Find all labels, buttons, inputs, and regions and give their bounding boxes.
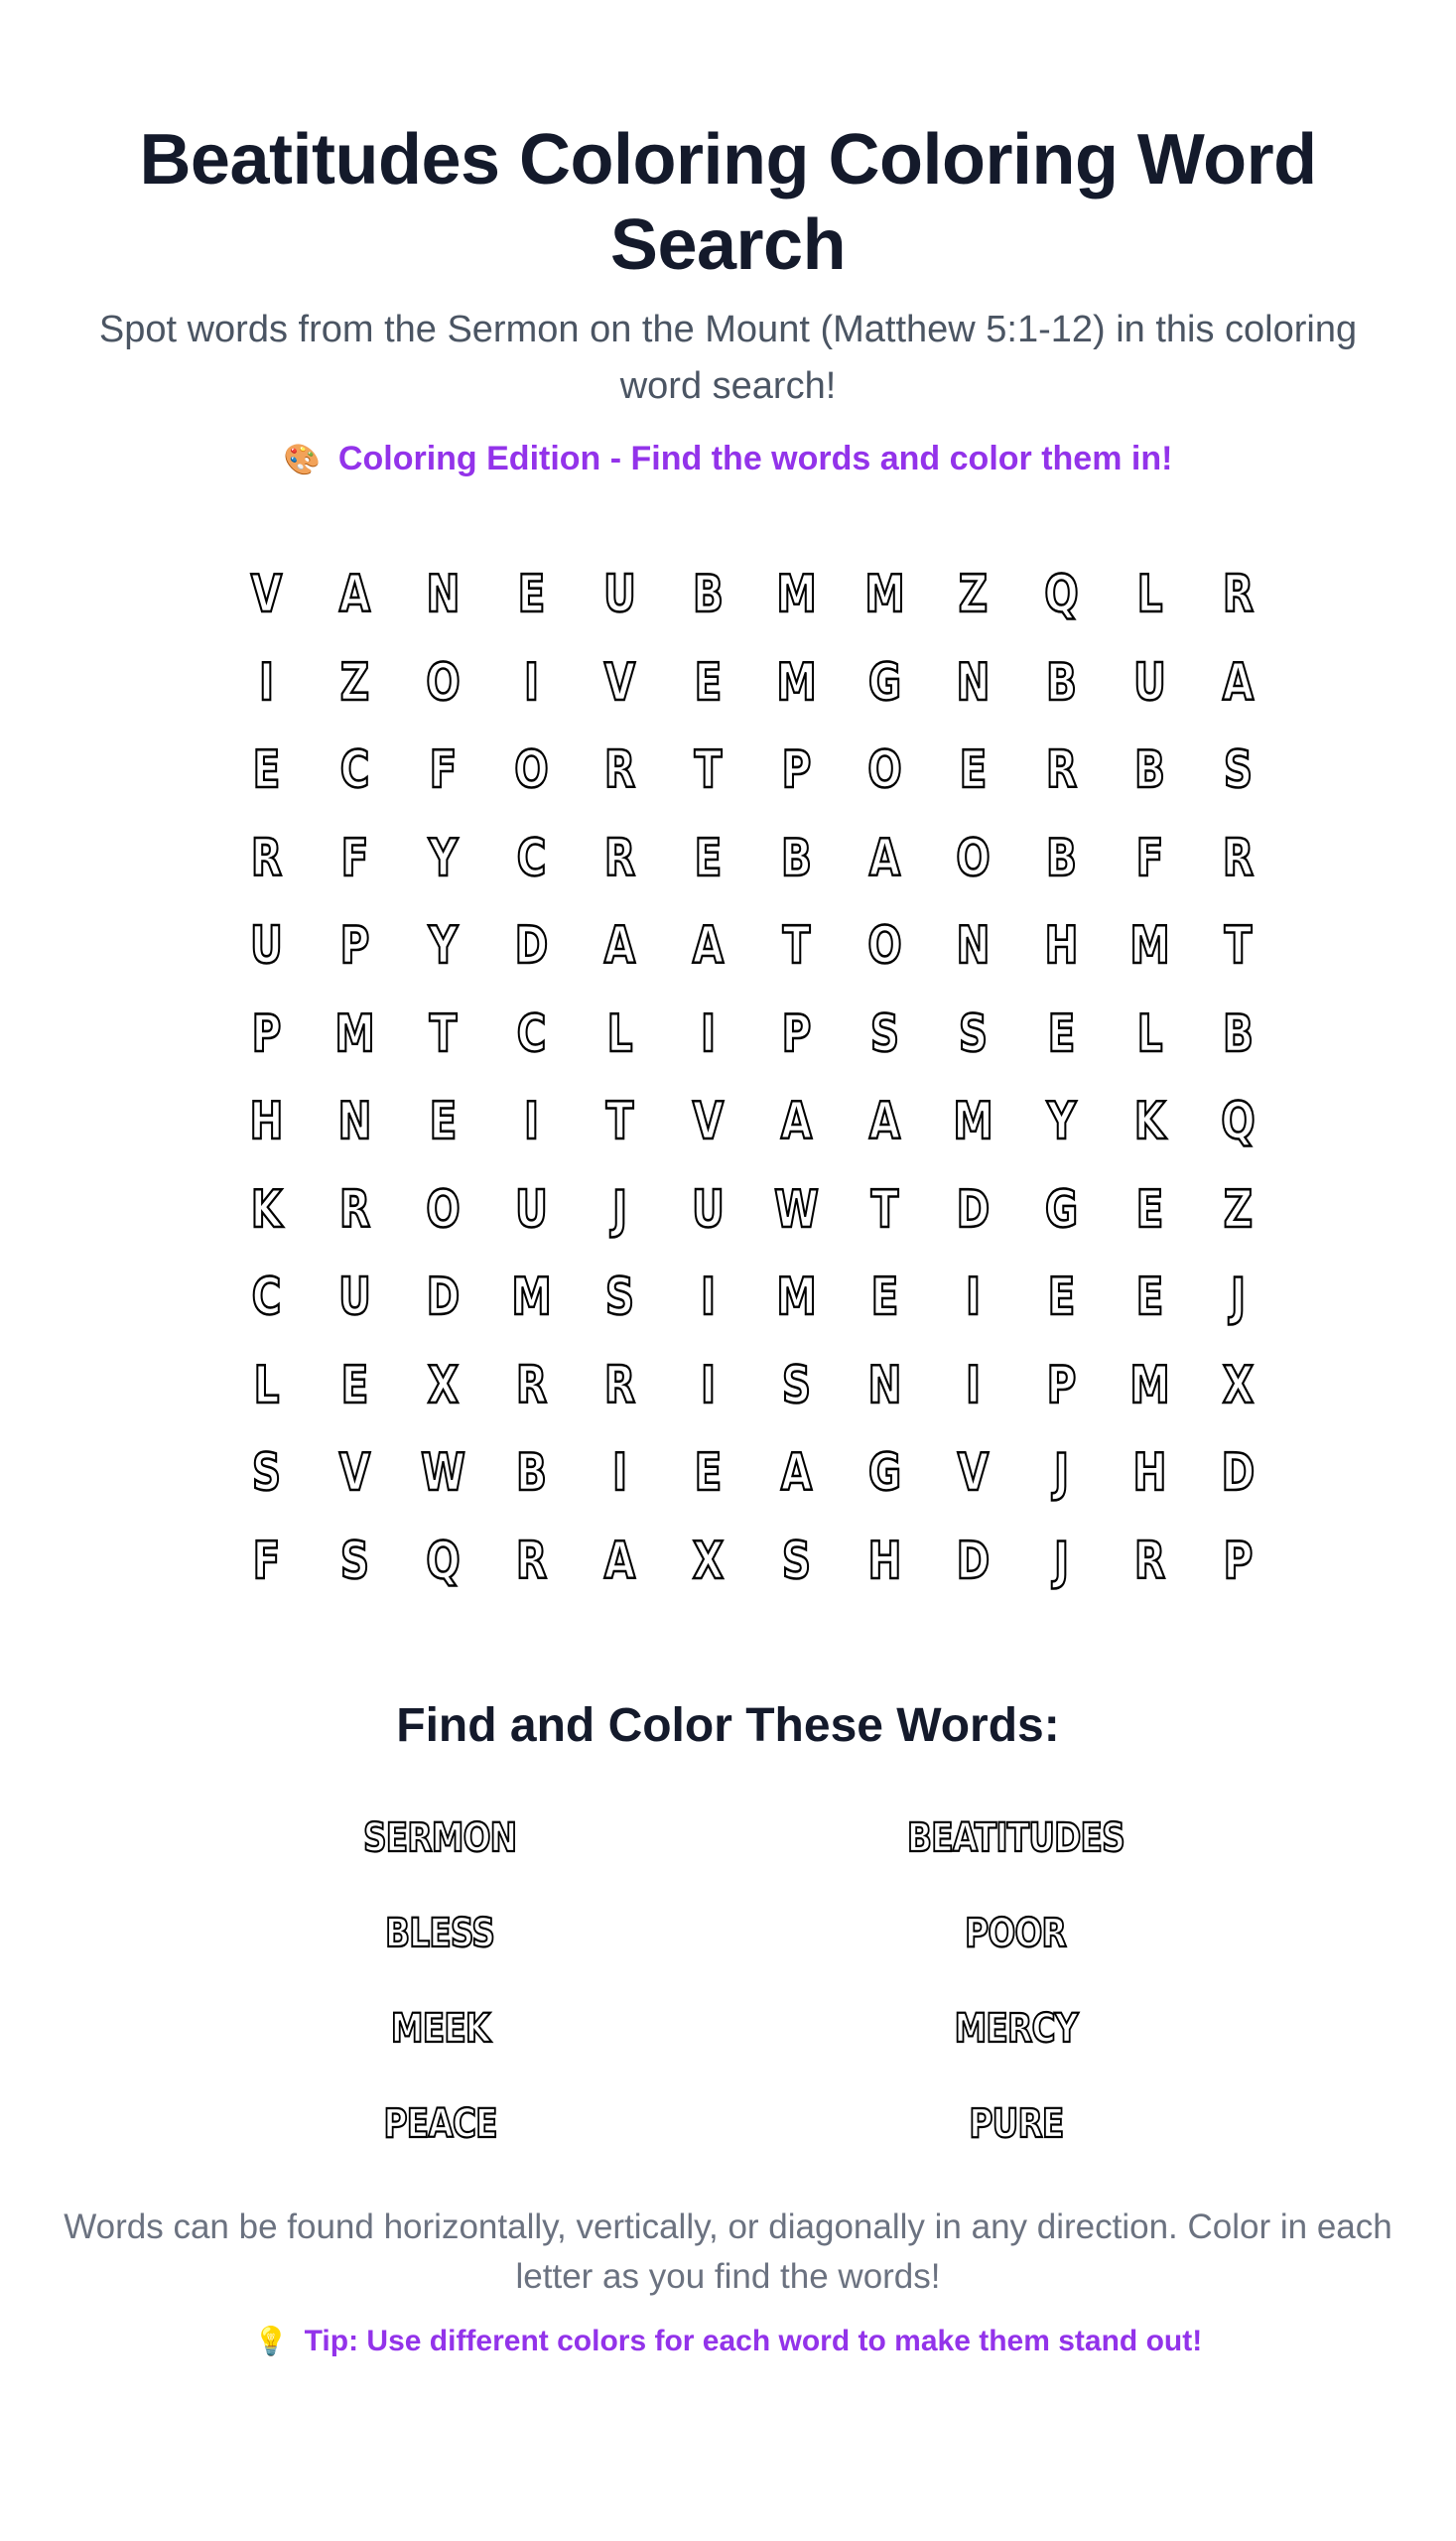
grid-cell[interactable]: E	[959, 740, 988, 801]
grid-cell[interactable]: U	[603, 565, 636, 625]
grid-cell[interactable]: C	[516, 828, 547, 888]
grid-cell[interactable]: J	[1230, 1268, 1247, 1328]
word-list-section	[0, 1697, 1456, 2172]
grid-cell[interactable]: C	[516, 1003, 547, 1064]
tip	[0, 2322, 1456, 2361]
grid-cell[interactable]: T	[605, 1092, 634, 1152]
grid-cell[interactable]: O	[867, 740, 902, 801]
word-list-item	[728, 1886, 1304, 1981]
tip-text: Tip: Use different colors for each word to make them stand out!	[304, 2325, 1203, 2357]
word-list-item	[728, 2076, 1304, 2172]
grid-cell[interactable]: O	[426, 652, 461, 713]
instructions-text: Words can be found horizontally, vertically, or diagonally in any direction. Color in each letter as you find the words!	[64, 2207, 1392, 2296]
grid-cell[interactable]: B	[1046, 828, 1077, 888]
grid-cell[interactable]: S	[869, 1003, 900, 1064]
grid-cell[interactable]: M	[1129, 916, 1170, 977]
grid-cell[interactable]: S	[781, 1355, 812, 1415]
grid-cell[interactable]: R	[1222, 565, 1255, 625]
grid-cell[interactable]: P	[1223, 1531, 1254, 1591]
grid-cell[interactable]: S	[781, 1531, 812, 1591]
grid-cell[interactable]: D	[426, 1268, 461, 1328]
grid-cell[interactable]: D	[514, 916, 549, 977]
grid-cell[interactable]: A	[603, 1531, 636, 1591]
grid-cell[interactable]: I	[965, 1355, 982, 1415]
grid-cell[interactable]: A	[1222, 652, 1255, 713]
word-label: MEEK	[390, 2006, 490, 2052]
word-search-grid	[222, 551, 1282, 1605]
grid-cell[interactable]: W	[774, 1179, 819, 1240]
word-label: BLESS	[385, 1911, 495, 1956]
header	[0, 0, 1456, 482]
grid-cell[interactable]: I	[700, 1003, 717, 1064]
grid-cell[interactable]: U	[250, 916, 283, 977]
grid-cell[interactable]: Y	[1046, 1092, 1077, 1152]
grid-cell[interactable]: V	[692, 1092, 725, 1152]
grid-cell[interactable]: A	[338, 565, 371, 625]
grid-cell[interactable]: V	[338, 1443, 371, 1504]
grid-cell[interactable]: X	[1222, 1355, 1255, 1415]
grid-cell[interactable]: N	[956, 916, 991, 977]
grid-cell[interactable]: F	[429, 740, 458, 801]
word-list-item	[728, 1981, 1304, 2076]
grid-cell[interactable]: G	[867, 652, 902, 713]
grid-cell[interactable]: K	[1133, 1092, 1166, 1152]
word-label: BEATITUDES	[907, 1815, 1125, 1861]
grid-cell[interactable]: X	[692, 1531, 725, 1591]
word-list-item	[153, 1981, 728, 2076]
grid-cell[interactable]: B	[1134, 740, 1165, 801]
grid-cell[interactable]: F	[340, 828, 369, 888]
grid-cell[interactable]: M	[511, 1268, 552, 1328]
lightbulb-icon: 💡	[253, 2326, 289, 2356]
grid-cell[interactable]: S	[339, 1531, 370, 1591]
grid-cell[interactable]: F	[1135, 828, 1164, 888]
edition-banner	[0, 437, 1456, 482]
grid-cell[interactable]: A	[780, 1443, 813, 1504]
grid-cell[interactable]: L	[1136, 565, 1163, 625]
grid-cell[interactable]: E	[340, 1355, 369, 1415]
grid-cell[interactable]: E	[1135, 1268, 1164, 1328]
grid-cell[interactable]: Z	[1223, 1179, 1254, 1240]
grid-cell[interactable]: A	[868, 828, 901, 888]
grid-cell[interactable]: N	[337, 1092, 372, 1152]
grid-cell[interactable]: E	[1047, 1268, 1076, 1328]
grid-cell[interactable]: Z	[339, 652, 370, 713]
grid-cell[interactable]: O	[426, 1179, 461, 1240]
grid-cell[interactable]: Q	[1221, 1092, 1256, 1152]
grid-cell[interactable]: G	[867, 1443, 902, 1504]
grid-cell[interactable]: E	[1135, 1179, 1164, 1240]
grid-cell[interactable]: L	[606, 1003, 633, 1064]
grid-cell[interactable]: T	[429, 1003, 458, 1064]
grid-cell[interactable]: R	[338, 1179, 371, 1240]
grid-cell[interactable]: X	[427, 1355, 460, 1415]
grid-cell[interactable]: P	[1046, 1355, 1077, 1415]
grid-cell[interactable]: B	[1046, 652, 1077, 713]
grid-cell[interactable]: M	[776, 652, 817, 713]
grid-cell[interactable]: Y	[428, 916, 459, 977]
grid-cell[interactable]: I	[700, 1355, 717, 1415]
grid-cell[interactable]: S	[604, 1268, 635, 1328]
word-label: PURE	[968, 2101, 1064, 2147]
grid-cell[interactable]: G	[1044, 1179, 1079, 1240]
grid-cell[interactable]: Q	[426, 1531, 461, 1591]
grid-cell[interactable]: E	[694, 828, 723, 888]
grid-cell[interactable]: R	[603, 1355, 636, 1415]
grid-cell[interactable]: W	[421, 1443, 465, 1504]
grid-cell[interactable]: M	[953, 1092, 993, 1152]
word-list-heading: Find and Color These Words:	[396, 1699, 1060, 1752]
palette-icon: 🎨	[283, 444, 321, 476]
grid-cell[interactable]: Q	[1044, 565, 1079, 625]
grid-cell[interactable]: J	[611, 1179, 628, 1240]
grid-cell[interactable]: B	[1223, 1003, 1254, 1064]
grid-cell[interactable]: L	[1136, 1003, 1163, 1064]
word-list-item	[728, 1791, 1304, 1886]
word-search-grid-container	[222, 551, 1282, 1605]
grid-cell[interactable]: I	[258, 652, 275, 713]
grid-cell[interactable]: A	[868, 1092, 901, 1152]
grid-cell[interactable]: S	[1223, 740, 1254, 801]
grid-cell[interactable]: E	[252, 740, 281, 801]
grid-cell[interactable]: L	[253, 1355, 280, 1415]
grid-cell[interactable]: U	[692, 1179, 725, 1240]
grid-cell[interactable]: Y	[428, 828, 459, 888]
grid-cell[interactable]: P	[339, 916, 370, 977]
grid-cell[interactable]: I	[611, 1443, 628, 1504]
grid-cell[interactable]: B	[693, 565, 724, 625]
word-list	[153, 1791, 1304, 2172]
grid-cell[interactable]: A	[780, 1092, 813, 1152]
grid-cell[interactable]: U	[338, 1268, 371, 1328]
word-list-item	[153, 1886, 728, 1981]
grid-cell[interactable]: J	[1053, 1531, 1070, 1591]
grid-cell[interactable]: F	[252, 1531, 281, 1591]
grid-cell[interactable]: S	[958, 1003, 989, 1064]
grid-cell[interactable]: A	[603, 916, 636, 977]
word-label: SERMON	[363, 1815, 517, 1861]
grid-cell[interactable]: E	[870, 1268, 899, 1328]
grid-cell[interactable]: M	[1129, 1355, 1170, 1415]
grid-cell[interactable]: T	[694, 740, 723, 801]
grid-cell[interactable]: N	[426, 565, 461, 625]
grid-cell[interactable]: K	[250, 1179, 283, 1240]
grid-cell[interactable]: V	[603, 652, 636, 713]
grid-cell[interactable]: E	[694, 652, 723, 713]
grid-cell[interactable]: I	[700, 1268, 717, 1328]
grid-cell[interactable]: R	[1222, 828, 1255, 888]
grid-cell[interactable]: N	[867, 1355, 902, 1415]
grid-cell[interactable]: P	[251, 1003, 282, 1064]
grid-cell[interactable]: B	[516, 1443, 547, 1504]
grid-cell[interactable]: I	[965, 1268, 982, 1328]
grid-cell[interactable]: C	[339, 740, 370, 801]
word-label: POOR	[965, 1911, 1067, 1956]
grid-cell[interactable]: D	[956, 1531, 991, 1591]
grid-cell[interactable]: A	[692, 916, 725, 977]
grid-cell[interactable]: E	[429, 1092, 458, 1152]
grid-cell[interactable]: T	[870, 1179, 899, 1240]
grid-cell[interactable]: P	[781, 1003, 812, 1064]
grid-cell[interactable]: T	[782, 916, 811, 977]
grid-cell[interactable]: V	[250, 565, 283, 625]
grid-cell[interactable]: Z	[958, 565, 989, 625]
page-subtitle: Spot words from the Sermon on the Mount (Matthew 5:1-12) in this coloring word search!	[98, 309, 1358, 407]
grid-cell[interactable]: M	[864, 565, 905, 625]
grid-cell[interactable]: O	[514, 740, 549, 801]
grid-cell[interactable]: M	[776, 565, 817, 625]
grid-cell[interactable]: E	[1047, 1003, 1076, 1064]
grid-cell[interactable]: H	[249, 1092, 284, 1152]
word-list-item	[153, 2076, 728, 2172]
grid-cell[interactable]: R	[250, 828, 283, 888]
grid-cell[interactable]: S	[251, 1443, 282, 1504]
grid-cell[interactable]: R	[1133, 1531, 1166, 1591]
grid-cell[interactable]: R	[603, 828, 636, 888]
page-title: Beatitudes Coloring Coloring Word Search	[139, 120, 1317, 285]
grid-cell[interactable]: J	[1053, 1443, 1070, 1504]
grid-cell[interactable]: I	[523, 652, 540, 713]
grid-cell[interactable]: I	[523, 1092, 540, 1152]
grid-cell[interactable]: H	[1044, 916, 1079, 977]
grid-cell[interactable]: M	[334, 1003, 375, 1064]
grid-cell[interactable]: V	[957, 1443, 990, 1504]
word-label: PEACE	[383, 2101, 497, 2147]
grid-cell[interactable]: B	[781, 828, 812, 888]
grid-cell[interactable]: D	[1221, 1443, 1256, 1504]
grid-cell[interactable]: U	[1133, 652, 1166, 713]
grid-cell[interactable]: N	[956, 652, 991, 713]
word-list-item	[153, 1791, 728, 1886]
grid-cell[interactable]: R	[515, 1355, 548, 1415]
grid-cell[interactable]: D	[956, 1179, 991, 1240]
edition-text: Coloring Edition - Find the words and color them in!	[337, 440, 1173, 477]
grid-cell[interactable]: E	[694, 1443, 723, 1504]
grid-cell[interactable]: C	[251, 1268, 282, 1328]
grid-cell[interactable]: T	[1224, 916, 1253, 977]
grid-cell[interactable]: P	[781, 740, 812, 801]
grid-cell[interactable]: H	[867, 1531, 902, 1591]
grid-cell[interactable]: O	[956, 828, 991, 888]
grid-cell[interactable]: R	[515, 1531, 548, 1591]
grid-cell[interactable]: H	[1132, 1443, 1167, 1504]
grid-cell[interactable]: M	[776, 1268, 817, 1328]
grid-cell[interactable]: O	[867, 916, 902, 977]
grid-cell[interactable]: R	[603, 740, 636, 801]
grid-cell[interactable]: E	[517, 565, 546, 625]
grid-cell[interactable]: R	[1045, 740, 1078, 801]
instructions	[0, 2203, 1456, 2361]
grid-cell[interactable]: U	[515, 1179, 548, 1240]
word-label: MERCY	[954, 2006, 1078, 2052]
